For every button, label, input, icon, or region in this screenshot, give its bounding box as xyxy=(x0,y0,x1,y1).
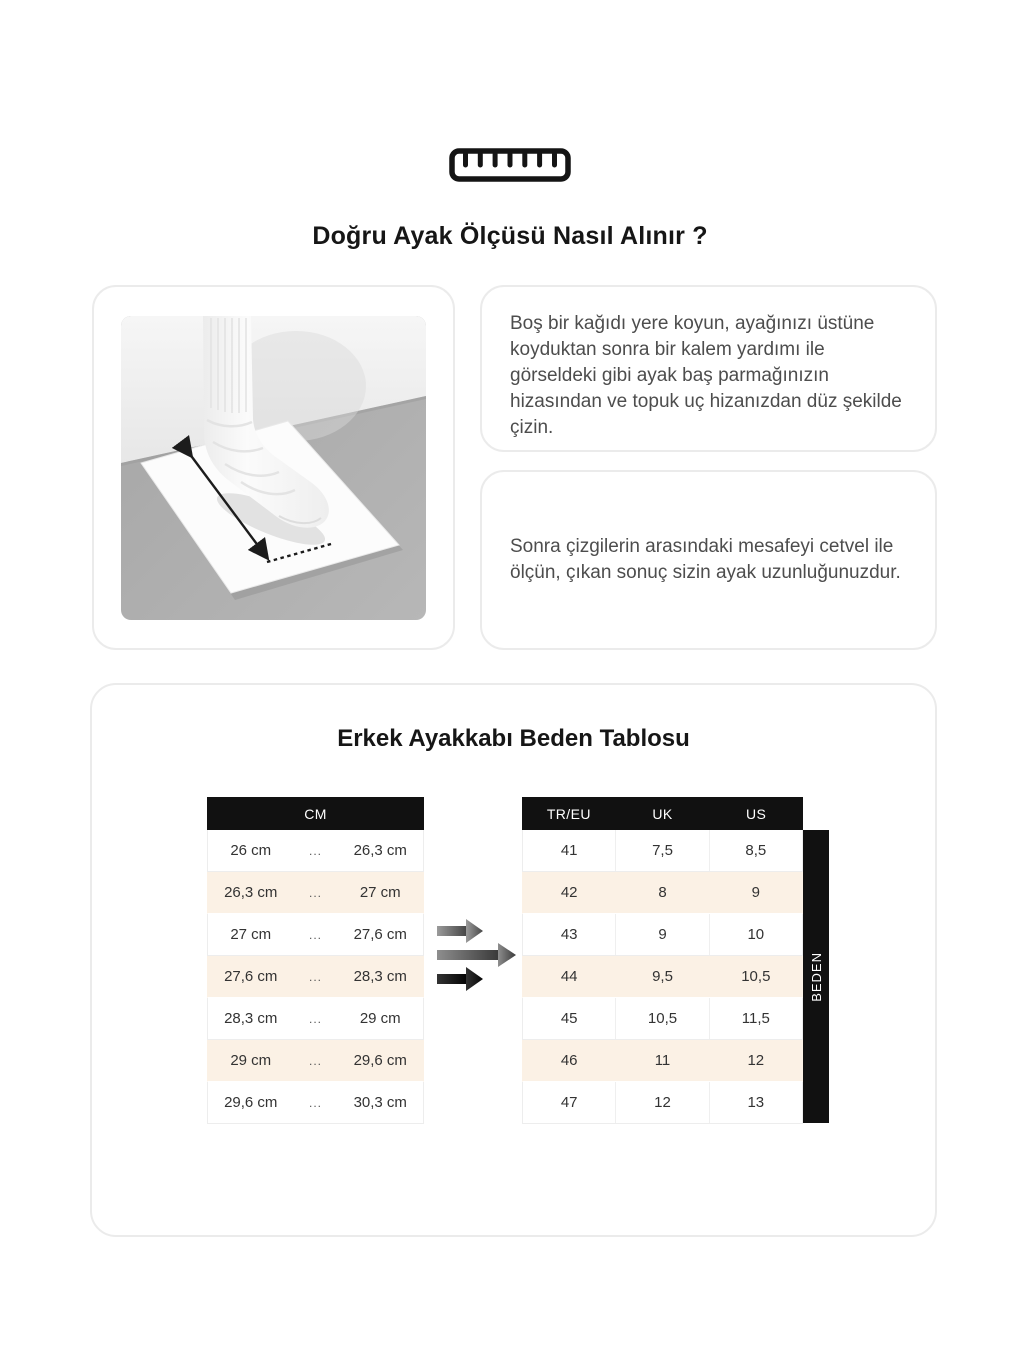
cm-to: 29 cm xyxy=(359,1010,401,1027)
cm-from: 27,6 cm xyxy=(224,968,278,985)
cm-row xyxy=(207,998,424,1040)
cm-from: 26,3 cm xyxy=(224,884,278,901)
uk-size: 9 xyxy=(615,914,708,955)
cm-row xyxy=(207,956,424,998)
us-size: 13 xyxy=(709,1082,802,1123)
conversion-table xyxy=(522,797,803,1124)
cm-to: 30,3 cm xyxy=(353,1094,407,1111)
cm-from: 28,3 cm xyxy=(224,1010,278,1027)
tr-eu-size: 47 xyxy=(560,1094,578,1111)
cm-to: 29,6 cm xyxy=(353,1052,407,1069)
instruction-step-1 xyxy=(480,285,937,452)
tr-eu-size: 41 xyxy=(560,842,578,859)
us-size: 12 xyxy=(747,1052,765,1069)
size-row xyxy=(522,956,803,998)
foot-measure-illustration xyxy=(121,316,426,620)
size-table-card xyxy=(90,683,937,1237)
cm-separator: ... xyxy=(308,969,322,984)
size-row xyxy=(522,830,803,872)
uk-size: 10,5 xyxy=(615,998,708,1039)
ruler-icon-svg xyxy=(448,147,572,183)
tr-eu-size: 43 xyxy=(560,926,578,943)
page-title: Doğru Ayak Ölçüsü Nasıl Alınır ? xyxy=(312,222,708,250)
cm-to: 26,3 cm xyxy=(353,842,407,859)
measure-guide-section xyxy=(92,285,937,650)
instruction-steps xyxy=(480,285,937,650)
us-size: 8,5 xyxy=(709,830,802,871)
size-row xyxy=(522,1040,803,1082)
cm-row xyxy=(207,830,424,872)
size-row xyxy=(522,872,803,914)
foot-measure-photo xyxy=(121,316,426,620)
uk-size: 7,5 xyxy=(615,830,708,871)
cm-table-header: CM xyxy=(207,797,424,830)
header-uk: UK xyxy=(652,805,673,822)
foot-measure-photo-card xyxy=(92,285,455,650)
us-size: 10 xyxy=(709,914,802,955)
uk-size: 11 xyxy=(654,1052,671,1069)
cm-from: 29,6 cm xyxy=(224,1094,278,1111)
cm-row xyxy=(207,872,424,914)
uk-size: 8 xyxy=(658,884,667,901)
cm-separator: ... xyxy=(308,1011,322,1026)
cm-to: 27 cm xyxy=(359,884,401,901)
cm-table xyxy=(207,797,424,1124)
tr-eu-size: 45 xyxy=(560,1010,578,1027)
cm-from: 26 cm xyxy=(230,842,272,859)
cm-separator: ... xyxy=(308,843,322,858)
cm-row xyxy=(207,1040,424,1082)
us-size: 10,5 xyxy=(741,968,771,985)
beden-side-label xyxy=(803,830,829,1123)
size-row xyxy=(522,914,803,956)
cm-separator: ... xyxy=(308,1095,322,1110)
cm-to: 27,6 cm xyxy=(353,926,407,943)
conversion-table-header xyxy=(522,797,803,830)
instruction-step-2 xyxy=(480,470,937,650)
tr-eu-size: 42 xyxy=(560,884,578,901)
size-table-title: Erkek Ayakkabı Beden Tablosu xyxy=(337,725,690,752)
uk-size: 9,5 xyxy=(652,968,673,985)
instruction-step-2-text: Sonra çizgilerin arasındaki mesafeyi cetvel ile ölçün, çıkan sonuç sizin ayak uzunluğunuzdur. xyxy=(510,536,901,583)
beden-label-text: BEDEN xyxy=(808,951,824,1002)
us-size: 11,5 xyxy=(709,998,802,1039)
uk-size: 12 xyxy=(615,1082,708,1123)
cm-row xyxy=(207,1082,424,1124)
tr-eu-size: 44 xyxy=(560,968,578,985)
cm-row xyxy=(207,914,424,956)
cm-from: 29 cm xyxy=(230,1052,272,1069)
us-size: 9 xyxy=(751,884,760,901)
cm-separator: ... xyxy=(308,927,322,942)
cm-separator: ... xyxy=(308,885,322,900)
instruction-step-1-text: Boş bir kağıdı yere koyun, ayağınızı üstüne koyduktan sonra bir kalem yardımı ile görseldeki gibi ayak baş parmağınızın hizasından ve topuk uç hizanızdan düz şekilde çizin. xyxy=(510,313,902,438)
header-tr-eu: TR/EU xyxy=(546,805,591,822)
cm-to: 28,3 cm xyxy=(353,968,407,985)
ruler-icon xyxy=(0,147,1020,183)
header-us: US xyxy=(746,805,767,822)
size-row xyxy=(522,1082,803,1124)
tr-eu-size: 46 xyxy=(560,1052,578,1069)
cm-from: 27 cm xyxy=(230,926,272,943)
cm-separator: ... xyxy=(308,1053,322,1068)
size-row xyxy=(522,998,803,1040)
